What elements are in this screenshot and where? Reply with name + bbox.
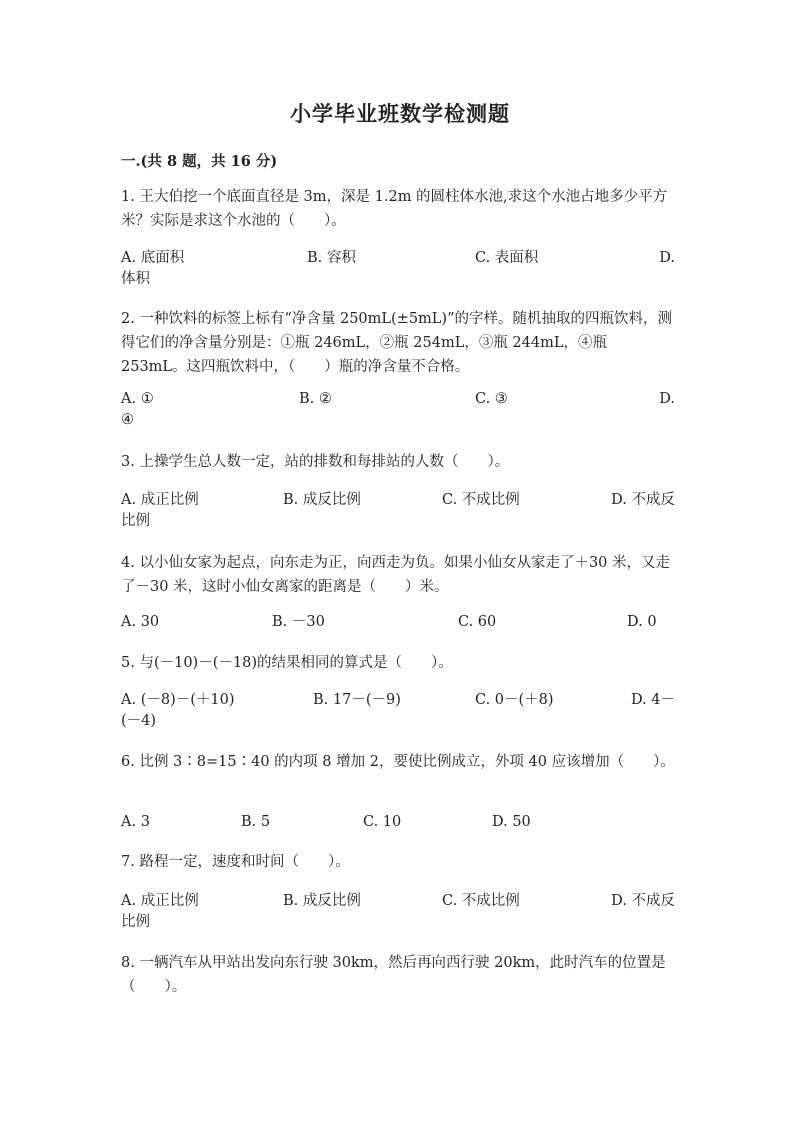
section-heading: 一.(共 8 题，共 16 分) [121,153,278,170]
question-5-option-b[interactable]: B. 17－(－9) [313,692,401,708]
question-1-text: 1. 王大伯挖一个底面直径是 3m，深是 1.2m 的圆柱体水池,求这个水池占地多少平方米？实际是求这个水池的（ ）。 [121,189,668,229]
question-6-text: 6. 比例 3∶8=15∶40 的内项 8 增加 2，要使比例成立，外项 40 应该增加（ ）。 [121,754,675,770]
question-2-options [121,389,675,437]
question-4-text: 4. 以小仙女家为起点，向东走为正，向西走为负。如果小仙女从家走了＋30 米，又走了－30 米，这时小仙女离家的距离是（ ）米。 [121,555,671,595]
question-7-text: 7. 路程一定，速度和时间（ ）。 [121,854,350,870]
question-4-option-c[interactable]: C. 60 [458,614,497,630]
page-title: 小学毕业班数学检测题 [290,101,510,126]
question-1-options [121,248,675,296]
question-6-option-d[interactable]: D. 50 [492,814,531,830]
question-7-option-d[interactable]: D. 不成反 [611,893,675,909]
question-7-option-c[interactable]: C. 不成比例 [442,893,520,909]
question-3-options [121,490,675,538]
question-8-text: 8. 一辆汽车从甲站出发向东行驶 30km，然后再向西行驶 20km，此时汽车的位置是（ ）。 [121,955,666,995]
question-6-option-b[interactable]: B. 5 [241,814,271,830]
question-3-option-b[interactable]: B. 成反比例 [283,492,361,508]
question-3-text: 3. 上操学生总人数一定，站的排数和每排站的人数（ ）。 [121,454,510,470]
question-6-option-a[interactable]: A. 3 [121,814,150,830]
question-5-text: 5. 与(－10)－(－18)的结果相同的算式是（ ）。 [121,655,453,671]
question-2-option-c[interactable]: C. ③ [475,391,508,407]
question-5-option-d-wrap: (－4) [121,713,157,729]
question-7-options [121,891,675,939]
question-1-option-b[interactable]: B. 容积 [307,250,356,266]
question-1-option-d-wrap: 体积 [121,271,150,287]
question-5-option-d[interactable]: D. 4－ [630,692,675,708]
question-7-option-b[interactable]: B. 成反比例 [283,893,361,909]
question-1-option-c[interactable]: C. 表面积 [475,250,539,266]
question-1-option-a[interactable]: A. 底面积 [121,250,185,266]
question-7-option-d-wrap: 比例 [121,914,150,930]
question-3-option-c[interactable]: C. 不成比例 [442,492,520,508]
question-2-text: 2. 一种饮料的标签上标有“净含量 250mL(±5mL)”的字样。随机抽取的四瓶饮料，测得它们的净含量分别是：①瓶 246mL，②瓶 254mL，③瓶 244mL，④瓶 253mL。这四瓶饮料中，（ ）瓶的净含量不合格。 [121,311,672,375]
question-3-option-d-wrap: 比例 [121,513,150,529]
question-5-option-a[interactable]: A. (－8)－(＋10) [121,692,235,708]
question-3-option-d[interactable]: D. 不成反 [611,492,675,508]
question-4-option-a[interactable]: A. 30 [121,614,160,630]
question-2-option-d-wrap: ④ [121,412,134,428]
question-4-option-d[interactable]: D. 0 [627,614,657,630]
question-2-option-b[interactable]: B. ② [299,391,332,407]
question-6-option-c[interactable]: C. 10 [363,814,402,830]
question-7-option-a[interactable]: A. 成正比例 [121,893,199,909]
question-3-option-a[interactable]: A. 成正比例 [121,492,199,508]
question-2-option-d[interactable]: D. [659,391,675,407]
question-4-option-b[interactable]: B. －30 [272,614,325,630]
question-5-option-c[interactable]: C. 0－(＋8) [475,692,554,708]
question-2-option-a[interactable]: A. ① [121,391,154,407]
question-5-options [121,690,675,738]
question-1-option-d[interactable]: D. [659,250,675,266]
